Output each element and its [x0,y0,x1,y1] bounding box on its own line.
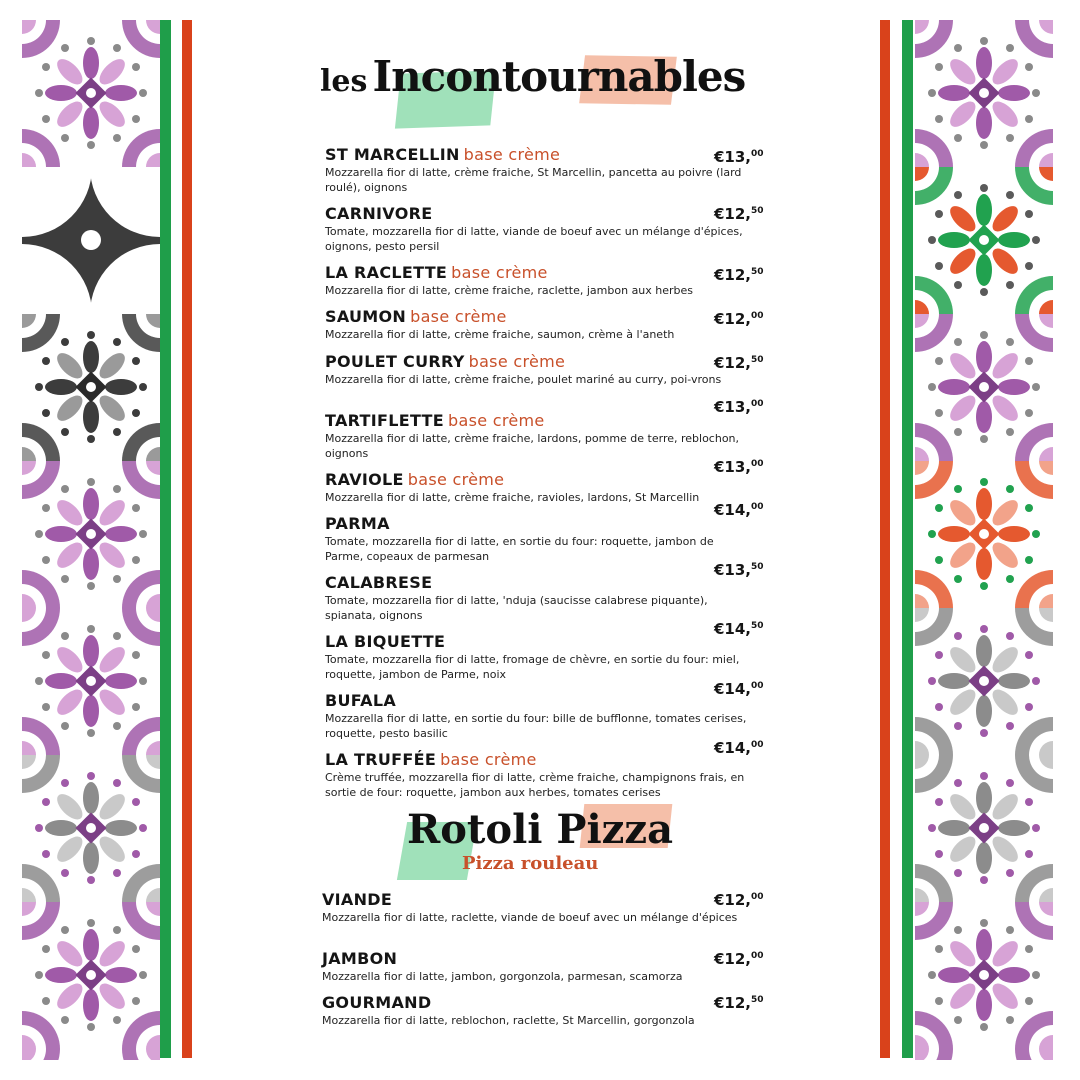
price-cents: 00 [751,892,764,902]
item-name: GOURMAND [322,993,432,1012]
right-decorative-tile [915,461,1053,608]
item-name: CARNIVORE [325,204,433,223]
price-main: €12, [714,994,752,1012]
left-decorative-tile [22,608,160,755]
price-main: €14, [714,620,752,638]
price-main: €12, [714,310,752,328]
item-base-label: base crème [468,352,566,371]
item-name: POULET CURRY [325,352,465,371]
price-main: €13, [714,398,752,416]
item-name-line [325,471,760,489]
price-main: €12, [714,354,752,372]
item-price [714,891,764,909]
item-name-line [325,308,760,326]
item-name: BUFALA [325,691,397,710]
item-name-line [322,950,757,968]
left-tile-border [22,20,160,1060]
price-cents: 50 [751,355,764,365]
item-name-line [322,994,757,1012]
item-base-label: base crème [463,145,561,164]
item-price [714,620,764,638]
right-decorative-tile [915,902,1053,1049]
item-name: LA RACLETTE [325,263,448,282]
menu-item [322,891,757,925]
menu-item [325,751,760,800]
right-green-stripe [902,20,913,1058]
item-description: Mozzarella fior di latte, crème fraiche, poulet mariné au curry, poi-vrons [325,373,722,386]
menu-item [325,205,760,254]
item-name: TARTIFLETTE [325,411,445,430]
title-prefix: les [320,64,368,99]
item-name-line [325,751,760,769]
item-name: LA BIQUETTE [325,632,446,651]
item-name-line [325,205,760,223]
item-name-line [325,574,760,592]
right-decorative-tile [915,608,1053,755]
item-name: CALABRESE [325,573,433,592]
rotoli-section-header [0,806,1080,874]
item-description: Mozzarella fior di latte, jambon, gorgonzola, parmesan, scamorza [322,970,683,983]
item-name: RAVIOLE [325,470,404,489]
left-white-stripe [171,20,182,1058]
right-red-stripe [880,20,890,1058]
price-cents: 00 [751,740,764,750]
price-main: €12, [714,266,752,284]
menu-item [325,515,760,564]
price-main: €12, [714,950,752,968]
item-description: Mozzarella fior di latte, crème fraiche, saumon, crème à l'aneth [325,328,675,341]
left-decorative-tile [22,902,160,1049]
item-description: Mozzarella fior di latte, en sortie du four: bille de bufflonne, tomates cerises, roquette, pesto basilic [325,712,747,740]
price-main: €13, [714,561,752,579]
item-name-line [325,412,760,430]
left-decorative-tile [22,314,160,461]
item-description: Mozzarella fior di latte, crème fraiche, St Marcellin, pancetta au poivre (lard roulé), oignons [325,166,742,194]
item-base-label: base crème [440,750,537,769]
item-price [714,148,764,166]
menu-item [325,471,760,505]
item-base-label: base crème [451,263,548,282]
item-name-line [325,692,760,710]
price-cents: 00 [751,459,764,469]
left-decorative-tile [22,20,160,167]
item-name-line [325,264,760,282]
price-cents: 50 [751,995,764,1005]
item-name-line [325,515,760,533]
item-name: PARMA [325,514,390,533]
item-description: Crème truffée, mozzarella fior di latte, crème fraiche, champignons frais, en sortie de four: roquette, jambon aux herbes, tomates cerises [325,771,745,799]
price-main: €14, [714,501,752,519]
item-price [714,458,764,476]
item-description: Mozzarella fior di latte, reblochon, raclette, St Marcellin, gorgonzola [322,1014,695,1027]
item-base-label: base crème [407,470,505,489]
item-price [714,398,764,416]
item-description: Tomate, mozzarella fior di latte, viande de boeuf avec un mélange d'épices, oignons, pesto persil [325,225,743,253]
item-price [714,266,764,284]
item-price [714,739,764,757]
menu-item [325,353,760,387]
price-cents: 50 [751,206,764,216]
item-description: Tomate, mozzarella fior di latte, en sortie du four: roquette, jambon de Parme, copeaux de parmesan [325,535,714,563]
price-main: €13, [714,148,752,166]
price-cents: 50 [751,621,764,631]
left-decorative-tile [22,167,160,314]
menu-item [325,146,760,195]
menu-item [325,264,760,298]
menu-item [325,574,760,623]
item-price [714,994,764,1012]
menu-item [322,994,757,1028]
item-base-label: base crème [448,411,545,430]
price-main: €14, [714,680,752,698]
item-name-line [325,146,760,164]
price-cents: 00 [751,502,764,512]
left-decorative-tile [22,1049,160,1060]
price-cents: 00 [751,951,764,961]
item-name: SAUMON [325,307,407,326]
item-price [714,354,764,372]
item-name-line [322,891,757,909]
item-price [714,561,764,579]
item-price [714,310,764,328]
item-name-line [325,353,760,371]
right-decorative-tile [915,167,1053,314]
item-price [714,205,764,223]
price-cents: 00 [751,311,764,321]
menu-item [325,308,760,342]
right-white-stripe [890,20,902,1058]
item-description: Tomate, mozzarella fior di latte, 'nduja (saucisse calabrese piquante), spianata, oignons [325,594,708,622]
price-cents: 00 [751,399,764,409]
item-price [714,680,764,698]
item-price [714,501,764,519]
item-name: VIANDE [322,890,393,909]
item-description: Mozzarella fior di latte, crème fraiche, lardons, pomme de terre, reblochon, oignons [325,432,740,460]
price-cents: 50 [751,267,764,277]
left-decorative-tile [22,461,160,608]
item-name: JAMBON [322,949,398,968]
item-name: LA TRUFFÉE [325,750,437,769]
item-description: Tomate, mozzarella fior di latte, fromage de chèvre, en sortie du four: miel, roquette, jambon de Parme, noix [325,653,740,681]
menu-item [325,692,760,741]
item-description: Mozzarella fior di latte, raclette, viande de boeuf avec un mélange d'épices [322,911,738,924]
title-main: Incontournables [372,52,746,101]
right-decorative-tile [915,20,1053,167]
right-decorative-tile [915,314,1053,461]
rotoli-subtitle: Pizza rouleau [462,853,599,874]
menu-item [325,633,760,682]
item-name: ST MARCELLIN [325,145,460,164]
left-green-stripe [160,20,171,1058]
item-name-line [325,633,760,651]
price-main: €12, [714,205,752,223]
page-title [320,52,770,101]
price-main: €12, [714,891,752,909]
left-red-stripe [182,20,192,1058]
item-description: Mozzarella fior di latte, crème fraiche, ravioles, lardons, St Marcellin [325,491,700,504]
price-cents: 00 [751,681,764,691]
price-cents: 00 [751,149,764,159]
menu-item [325,412,760,461]
item-base-label: base crème [410,307,507,326]
price-cents: 50 [751,562,764,572]
right-decorative-tile [915,1049,1053,1060]
rotoli-title: Rotoli Pizza [406,806,673,853]
item-description: Mozzarella fior di latte, crème fraiche, raclette, jambon aux herbes [325,284,694,297]
menu-item [322,950,757,984]
right-tile-border [915,20,1053,1060]
item-price [714,950,764,968]
price-main: €14, [714,739,752,757]
price-main: €13, [714,458,752,476]
